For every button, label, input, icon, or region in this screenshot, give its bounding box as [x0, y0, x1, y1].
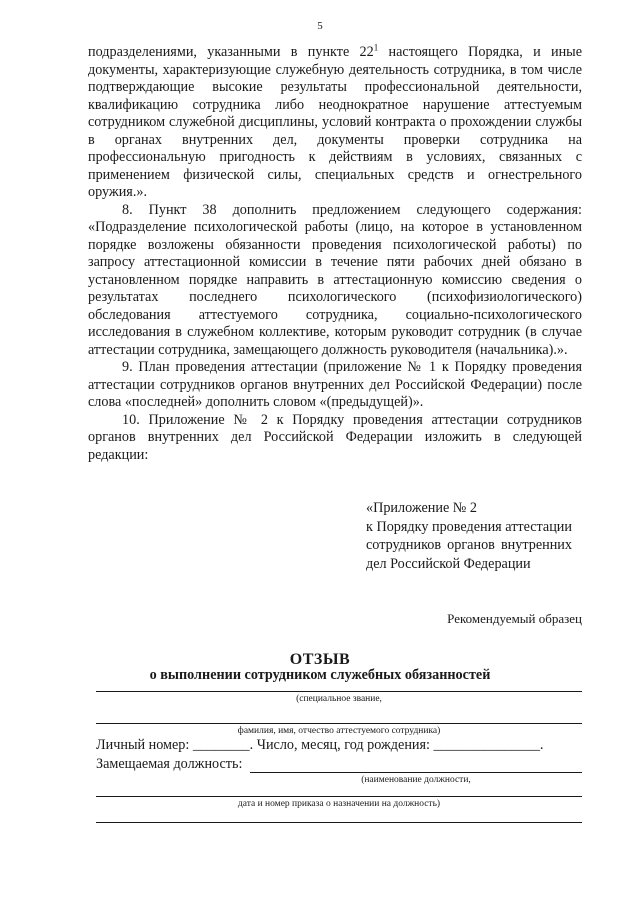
appendix-reference: к Порядку проведения аттестации сотрудников органов внутренних дел Российской Федерации — [366, 518, 572, 572]
personal-number-line: Личный номер: ________. Число, месяц, год рождения: _______________. — [96, 737, 544, 753]
caption-name: фамилия, имя, отчество аттестуемого сотрудника) — [237, 726, 441, 736]
sample-label: Рекомендуемый образец — [447, 611, 582, 626]
position-line — [250, 772, 582, 773]
extra-line — [96, 822, 582, 823]
name-line — [96, 723, 582, 724]
page-number: 5 — [317, 20, 323, 32]
paragraph-9: 9. План проведения аттестации (приложение № 1 к Порядку проведения аттестации сотрудников органов внутренних дел Российской Федерации) после слова «последней» дополнить словом «(предыдущей)». — [88, 359, 582, 410]
superscript: 1 — [373, 42, 379, 53]
appendix-title: «Приложение № 2 — [366, 500, 477, 516]
appendix-header — [366, 499, 572, 573]
order-line — [96, 796, 582, 797]
paragraph-10: 10. Приложение № 2 к Порядку проведения аттестации сотрудников органов внутренних дел Российской Федерации изложить в следующей редакции: — [88, 411, 582, 463]
paragraph-8: 8. Пункт 38 дополнить предложением следующего содержания: «Подразделение психологической работы (лицо, на которое в установленном порядке возложены обязанности проведения психологической работы) по запросу аттестационной комиссии в течение пяти рабочих дней обязано в установленном порядке направить в аттестационную комиссию сведения о результатах последнего психологического (психофизиологического) обследования аттестуемого сотрудника, социально-психологического исследования в служебном коллективе, которым руководит сотрудник (в случае аттестации сотрудника, замещающего должность руководителя (начальника).». — [88, 201, 582, 358]
caption-order: дата и номер приказа о назначении на должность) — [237, 799, 441, 809]
caption-rank: (специальное звание, — [296, 694, 382, 704]
caption-position: (наименование должности, — [361, 775, 471, 785]
main-text — [88, 44, 582, 464]
form-subtitle: о выполнении сотрудником служебных обязанностей — [149, 667, 491, 683]
form-title: ОТЗЫВ — [289, 651, 351, 668]
position-label: Замещаемая должность: — [96, 756, 243, 772]
rank-line — [96, 691, 582, 692]
paragraph-continuation: подразделениями, указанными в пункте $22^1$ настоящего Порядка, и иные документы, характеризующие служебную деятельность сотрудника, в том числе подтверждающие высокие результаты профессиональной деятельности, квалификацию сотрудника либо неоднократное нарушение аттестуемым сотрудником служебной дисциплины, условий контракта о прохождении службы в органах внутренних дел, документы проверки сотрудника на профессиональную пригодность к действиям в условиях, связанных с применением физической силы, специальных средств и огнестрельного оружия.». — [88, 42, 582, 200]
